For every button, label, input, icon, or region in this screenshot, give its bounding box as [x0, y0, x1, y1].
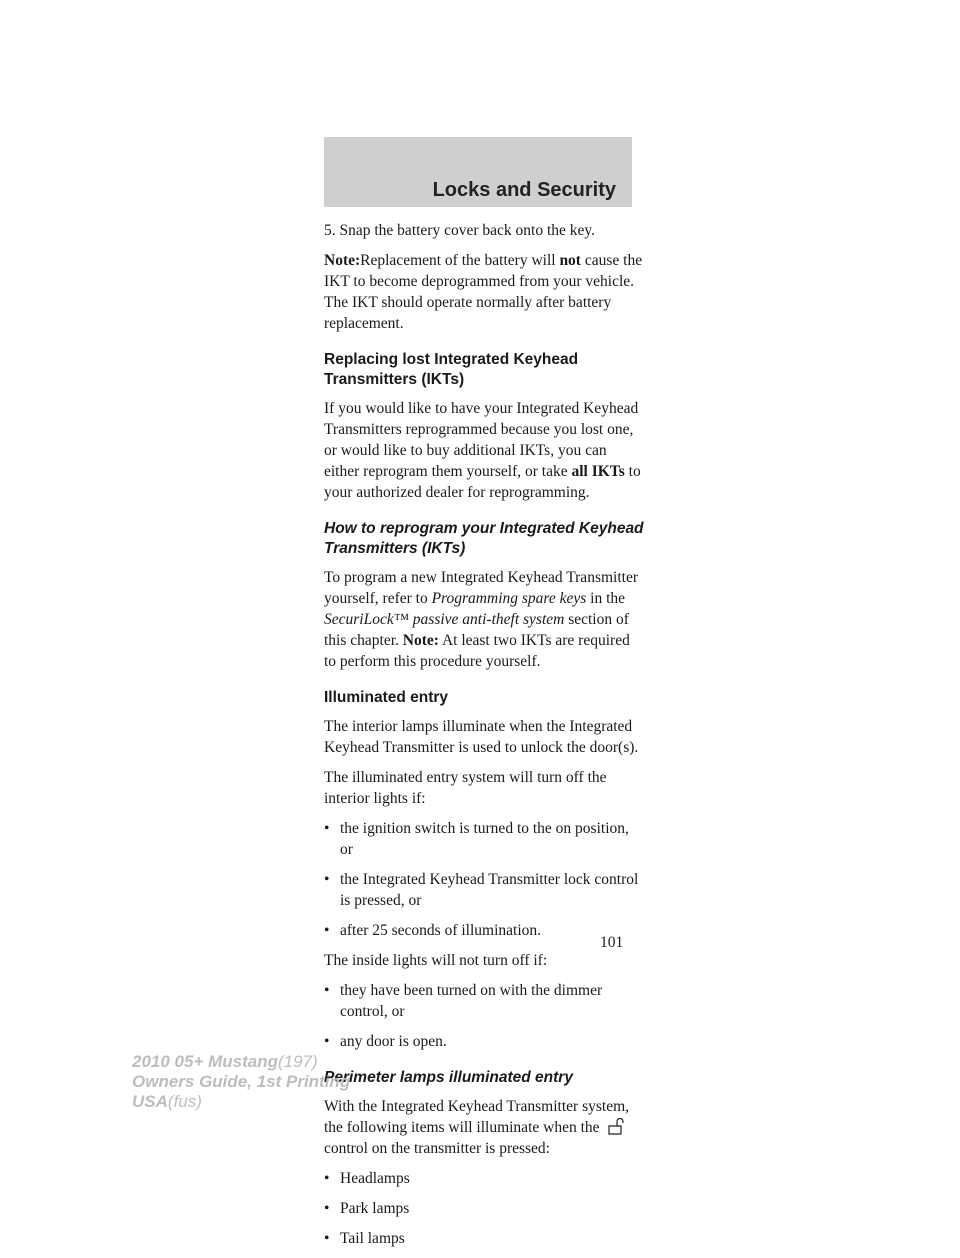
footer-line-2: Owners Guide, 1st Printing	[132, 1072, 351, 1091]
reprogram-ref-spare-keys: Programming spare keys	[431, 590, 587, 607]
reprogram-text-a: To program a new Integrated Keyhead Transmitter yourself, refer to	[324, 569, 638, 607]
replacing-text-a: If you would like to have your Integrated Keyhead Transmitters reprogrammed because you lost one, or would like to buy additional IKTs, you can either reprogram them yourself, or take	[324, 400, 639, 480]
page-content	[324, 220, 644, 1258]
reprogram-text-c: section of this chapter.	[324, 611, 629, 649]
list-item: • after 25 seconds of illumination.	[324, 922, 542, 939]
unlock-icon	[605, 1117, 625, 1135]
illuminated-p2: The illuminated entry system will turn off the interior lights if:	[324, 769, 607, 807]
footer-line-3: USA(fus)	[132, 1092, 202, 1111]
footer-line-1: 2010 05+ Mustang(197)	[132, 1052, 318, 1071]
heading-illuminated-entry: Illuminated entry	[324, 689, 449, 706]
reprogram-ref-securilock: SecuriLock™ passive anti-theft system	[324, 611, 565, 628]
section-header-band	[324, 137, 632, 207]
heading-perimeter-lamps: Perimeter lamps illuminated entry	[324, 1069, 573, 1086]
reprogram-note-label: Note:	[402, 632, 439, 649]
heading-replacing-lost-ikts: Replacing lost Integrated Keyhead Transmitters (IKTs)	[324, 351, 579, 388]
reprogram-text-b: in the	[586, 590, 626, 607]
note-label: Note:	[324, 252, 361, 269]
replacing-paragraph	[324, 398, 644, 503]
note-text-a: Replacement of the battery will	[360, 252, 560, 269]
perimeter-paragraph	[324, 1096, 644, 1159]
stay-on-conditions-list	[324, 980, 644, 1052]
illuminated-p3: The inside lights will not turn off if:	[324, 952, 548, 969]
reprogram-text-d: At least two IKTs are required to perform this procedure yourself.	[324, 632, 630, 670]
step-5: 5. Snap the battery cover back onto the key.	[324, 222, 596, 239]
replacing-text-b: to your authorized dealer for reprogramming.	[324, 463, 641, 501]
list-item: • the ignition switch is turned to the on position, or	[324, 820, 629, 858]
heading-how-to-reprogram: How to reprogram your Integrated Keyhead Transmitters (IKTs)	[324, 520, 644, 557]
list-item: • any door is open.	[324, 1033, 447, 1050]
note-text-b: cause the IKT to become deprogrammed from your vehicle. The IKT should operate normally after battery replacement.	[324, 252, 643, 332]
section-title: Locks and Security	[432, 179, 616, 201]
illuminated-p1: The interior lamps illuminate when the Integrated Keyhead Transmitter is used to unlock the door(s).	[324, 718, 639, 756]
list-item: • Tail lamps	[324, 1230, 405, 1247]
turn-off-conditions-list	[324, 818, 644, 941]
replacing-emphasis: all IKTs	[571, 463, 625, 480]
list-item: • Headlamps	[324, 1170, 410, 1187]
print-footer	[132, 1052, 350, 1112]
list-item: • Park lamps	[324, 1200, 410, 1217]
battery-note	[324, 250, 644, 334]
list-item: • the Integrated Keyhead Transmitter lock control is pressed, or	[324, 871, 639, 909]
perimeter-text-a: With the Integrated Keyhead Transmitter system, the following items will illuminate when the	[324, 1098, 630, 1136]
perimeter-items-list	[324, 1168, 644, 1249]
reprogram-paragraph	[324, 567, 644, 672]
perimeter-text-b: control on the transmitter is pressed:	[324, 1140, 550, 1157]
page-number: 101	[600, 934, 624, 951]
list-item: • they have been turned on with the dimmer control, or	[324, 982, 603, 1020]
note-emphasis: not	[559, 252, 581, 269]
